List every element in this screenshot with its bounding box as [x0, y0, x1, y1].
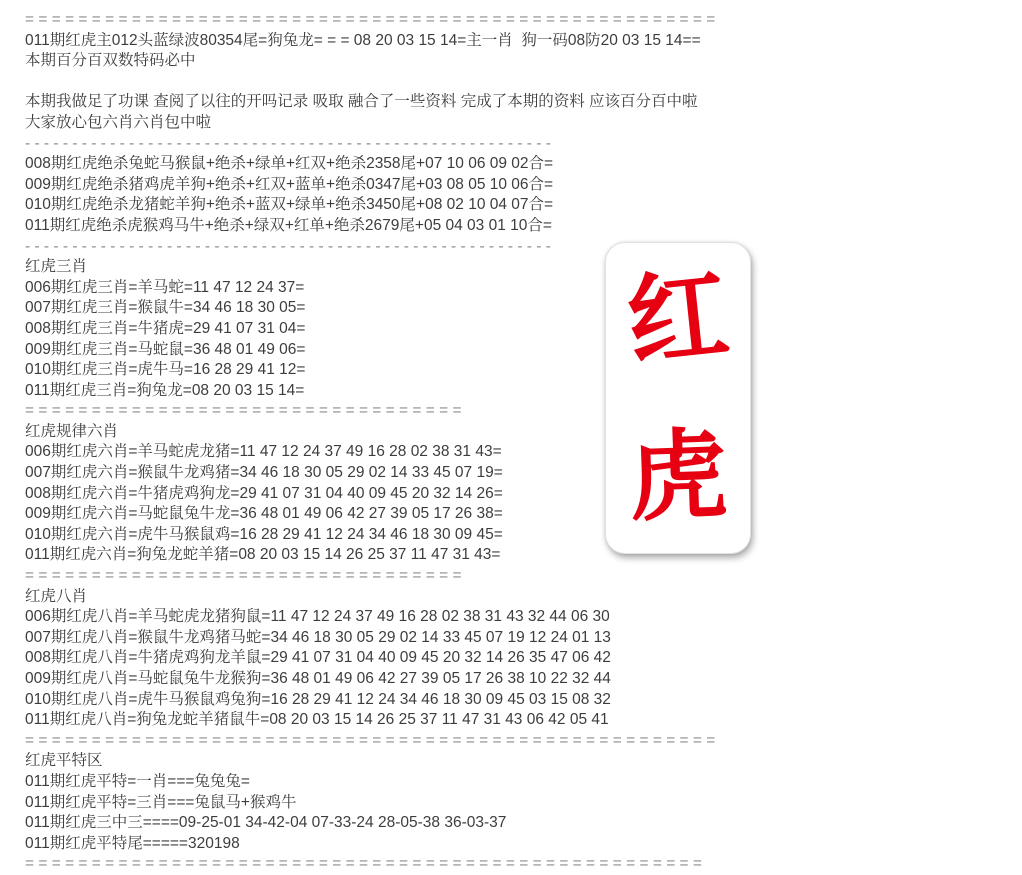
text-line: 011期红虎绝杀虎猴鸡马牛+绝杀+绿双+红单+绝杀2679尾+05 04 03 01 10合= [25, 216, 552, 234]
text-line: 011期红虎六肖=狗兔龙蛇羊猪=08 20 03 15 14 26 25 37 11 47 31 43= [25, 546, 501, 564]
text-line: 007期红虎六肖=猴鼠牛龙鸡猪=34 46 18 30 05 29 02 14 33 45 07 19= [25, 464, 503, 482]
text-line: 011期红虎八肖=狗兔龙蛇羊猪鼠牛=08 20 03 15 14 26 25 37 11 47 31 43 06 42 05 41 [25, 711, 609, 729]
text-line: 010期红虎绝杀龙猪蛇羊狗+绝杀+蓝双+绿单+绝杀3450尾+08 02 10 04 07合= [25, 196, 554, 214]
badge-char-hu: 虎 [627, 419, 729, 533]
text-line: 011期红虎主012头蓝绿波80354尾=狗兔龙= = = 08 20 03 15 14=主一肖 狗一码08防20 03 15 14== [25, 31, 701, 49]
text-line: - - - - - - - - - - - - - - - - - - - - - - - - - - - - - - - - - - - - - - - - - - - - - - - - - - - - - - - - [25, 134, 551, 152]
text-line: 009期红虎绝杀猪鸡虎羊狗+绝杀+红双+蓝单+绝杀0347尾+03 08 05 10 06合= [25, 175, 554, 193]
text-line: 007期红虎三肖=猴鼠牛=34 46 18 30 05= [25, 299, 306, 317]
text-line: 011期红虎三肖=狗兔龙=08 20 03 15 14= [25, 381, 305, 399]
text-line: 010期红虎八肖=虎牛马猴鼠鸡兔狗=16 28 29 41 12 24 34 46 18 30 09 45 03 15 08 32 [25, 690, 611, 708]
text-line: = = = = = = = = = = = = = = = = = = = = = = = = = = = = = = = = = = = = = = = = = = = = = = = = = = = = [25, 11, 716, 28]
text-line: 大家放心包六肖六肖包中啦 [25, 113, 212, 131]
text-line: 本期我做足了功课 查阅了以往的开吗记录 吸取 融合了一些资料 完成了本期的资料 应该百分百中啦 [25, 93, 698, 111]
text-line: 008期红虎绝杀兔蛇马猴鼠+绝杀+绿单+红双+绝杀2358尾+07 10 06 09 02合= [25, 155, 554, 173]
text-line: 红虎平特区 [25, 752, 103, 770]
text-line: = = = = = = = = = = = = = = = = = = = = = = = = = = = = = = = = = = = = = = = = = = = = = = = = = = = = [25, 731, 716, 749]
text-line: 006期红虎八肖=羊马蛇虎龙猪狗鼠=11 47 12 24 37 49 16 28 02 38 31 43 32 44 06 30 [25, 608, 610, 626]
text-line: 010期红虎六肖=虎牛马猴鼠鸡=16 28 29 41 12 24 34 46 18 30 09 45= [25, 525, 503, 543]
text-line: 007期红虎八肖=猴鼠牛龙鸡猪马蛇=34 46 18 30 05 29 02 14 33 45 07 19 12 24 01 13 [25, 628, 611, 646]
text-line: 011期红虎平特=三肖===兔鼠马+猴鸡牛 [25, 793, 297, 811]
text-line: = = = = = = = = = = = = = = = = = = = = = = = = = = = = = = = = = = = = = = = = = = = = = = = = = = = [25, 855, 702, 873]
text-line: 红虎三肖 [25, 258, 88, 276]
text-line [25, 72, 715, 93]
text-line: 011期红虎平特=一肖===兔兔兔= [25, 772, 250, 790]
text-line: 008期红虎六肖=牛猪虎鸡狗龙=29 41 07 31 04 40 09 45 20 32 14 26= [25, 484, 503, 502]
text-line: 009期红虎三肖=马蛇鼠=36 48 01 49 06= [25, 340, 306, 358]
text-line: 本期百分百双数特码必中 [25, 52, 196, 70]
text-line: 011期红虎三中三====09-25-01 34-42-04 07-33-24 28-05-38 36-03-37 [25, 814, 507, 832]
text-line: 008期红虎三肖=牛猪虎=29 41 07 31 04= [25, 319, 306, 337]
text-line: - - - - - - - - - - - - - - - - - - - - - - - - - - - - - - - - - - - - - - - - - - - - - - - - - - - - - - - - [25, 237, 551, 255]
text-line: 009期红虎六肖=马蛇鼠兔牛龙=36 48 01 49 06 42 27 39 05 17 26 38= [25, 505, 503, 523]
text-line: 006期红虎三肖=羊马蛇=11 47 12 24 37= [25, 278, 305, 296]
red-tiger-badge [605, 242, 751, 554]
text-line: 009期红虎八肖=马蛇鼠兔牛龙猴狗=36 48 01 49 06 42 27 39 05 17 26 38 10 22 32 44 [25, 670, 611, 687]
text-line: 006期红虎六肖=羊马蛇虎龙猪=11 47 12 24 37 49 16 28 02 38 31 43= [25, 443, 502, 461]
text-line: 红虎规律六肖 [25, 422, 119, 440]
badge-char-hong: 红 [622, 258, 734, 380]
text-line: 红虎八肖 [25, 587, 88, 605]
text-line: 008期红虎八肖=牛猪虎鸡狗龙羊鼠=29 41 07 31 04 40 09 45 20 32 14 26 35 47 06 42 [25, 649, 611, 667]
text-line: 010期红虎三肖=虎牛马=16 28 29 41 12= [25, 361, 306, 379]
text-line: = = = = = = = = = = = = = = = = = = = = = = = = = = = = = = = = = [25, 567, 462, 585]
text-line: 011期红虎平特尾=====320198 [25, 834, 240, 852]
text-line: = = = = = = = = = = = = = = = = = = = = = = = = = = = = = = = = = [25, 402, 462, 420]
